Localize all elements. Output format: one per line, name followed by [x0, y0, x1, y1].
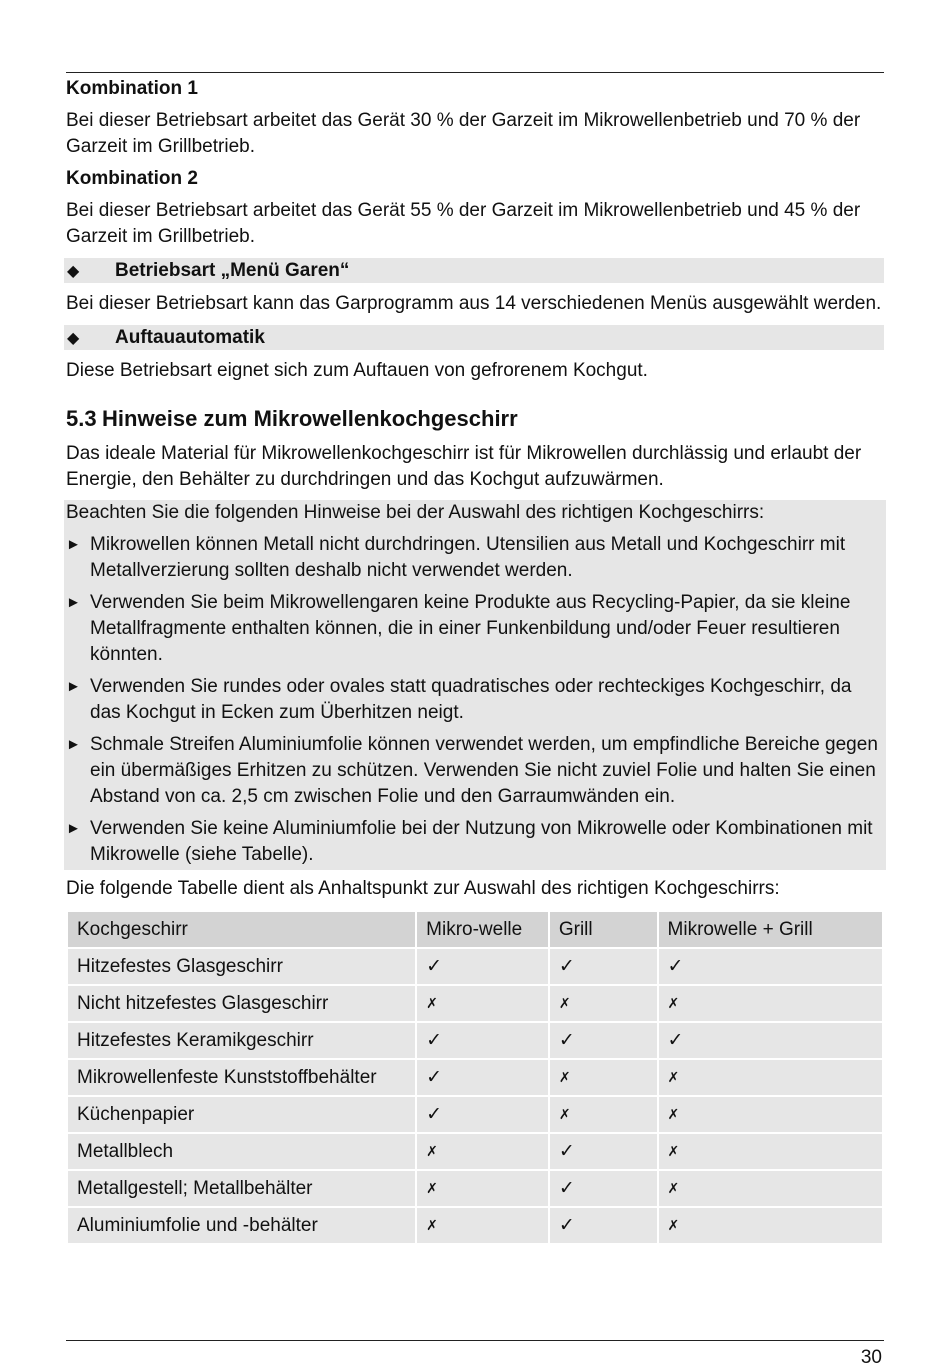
menu-garen-title: Betriebsart „Menü Garen“ [115, 259, 350, 281]
cross-icon: ✗ [416, 985, 549, 1022]
page-number: 30 [860, 1347, 882, 1368]
page-content [66, 76, 884, 1245]
note-item: ► Schmale Streifen Aluminiumfolie können verwendet werden, um empfindliche Bereiche gegen ein übermäßiges Erhitzen zu schützen. Verwenden Sie nicht zuviel Folie und halten Sie einen Abstand von ca. 2,5 cm zwischen Folie und den Garraumwänden ein. [66, 732, 886, 810]
diamond-bullet-icon: ◆ [67, 329, 80, 347]
table-intro: Die folgende Tabelle dient als Anhaltspunkt zur Auswahl des richtigen Kochgeschirrs: [66, 878, 780, 899]
auftau-text: Diese Betriebsart eignet sich zum Auftauen von gefrorenem Kochgut. [66, 360, 648, 381]
check-icon: ✓ [416, 948, 549, 985]
menu-garen-text: Bei dieser Betriebsart kann das Garprogramm aus 14 verschiedenen Menüs ausgewählt werden. [66, 293, 882, 314]
check-icon: ✓ [549, 1170, 658, 1207]
auftau-heading [64, 325, 884, 350]
kombination2-title: Kombination 2 [66, 168, 198, 189]
cross-icon: ✗ [549, 1096, 658, 1133]
cross-icon: ✗ [549, 1059, 658, 1096]
cookware-table [66, 910, 884, 1245]
cross-icon: ✗ [658, 1170, 883, 1207]
check-icon: ✓ [549, 1207, 658, 1244]
table-row [67, 1022, 883, 1059]
table-header-cell: Mikro-welle [416, 911, 549, 948]
check-icon: ✓ [549, 1022, 658, 1059]
arrow-bullet-icon: ► [66, 536, 81, 553]
cross-icon: ✗ [658, 1096, 883, 1133]
note-item: ► Verwenden Sie beim Mikrowellengaren keine Produkte aus Recycling-Papier, da sie kleine Metallfragmente enthalten können, die in einer Funkenbildung und/oder Feuer resultieren könnten. [66, 590, 886, 668]
table-header-cell: Grill [549, 911, 658, 948]
cross-icon: ✗ [549, 985, 658, 1022]
table-header-cell: Kochgeschirr [67, 911, 416, 948]
table-row [67, 1059, 883, 1096]
table-row [67, 1170, 883, 1207]
arrow-bullet-icon: ► [66, 820, 81, 837]
arrow-bullet-icon: ► [66, 678, 81, 695]
menu-garen-heading [64, 258, 884, 283]
table-header-row [67, 911, 883, 948]
section-intro: Das ideale Material für Mikrowellenkochgeschirr ist für Mikrowellen durchlässig und erlaubt der Energie, den Behälter zu durchdringen und das Kochgut aufzuwärmen. [66, 443, 862, 490]
cross-icon: ✗ [658, 1133, 883, 1170]
auftau-title: Auftauautomatik [115, 326, 265, 348]
note-item: ► Mikrowellen können Metall nicht durchdringen. Utensilien aus Metall und Kochgeschirr mit Metallverzierung sollten deshalb nicht verwendet werden. [66, 532, 886, 584]
arrow-bullet-icon: ► [66, 594, 81, 611]
diamond-bullet-icon: ◆ [67, 262, 80, 280]
check-icon: ✓ [416, 1059, 549, 1096]
cross-icon: ✗ [658, 1059, 883, 1096]
top-rule [66, 72, 884, 73]
arrow-bullet-icon: ► [66, 736, 81, 753]
kombination1-text: Bei dieser Betriebsart arbeitet das Gerät 30 % der Garzeit im Mikrowellenbetrieb und 70 % der Garzeit im Grillbetrieb. [66, 110, 861, 157]
bottom-rule [66, 1340, 884, 1341]
section-title-text: Hinweise zum Mikrowellenkochgeschirr [102, 406, 518, 431]
cross-icon: ✗ [658, 985, 883, 1022]
table-cell-cookware: Metallgestell; Metallbehälter [67, 1170, 416, 1207]
table-row [67, 1133, 883, 1170]
check-icon: ✓ [549, 1133, 658, 1170]
table-cell-cookware: Hitzefestes Glasgeschirr [67, 948, 416, 985]
check-icon: ✓ [658, 1022, 883, 1059]
table-cell-cookware: Nicht hitzefestes Glasgeschirr [67, 985, 416, 1022]
table-row [67, 1207, 883, 1244]
kombination1-title: Kombination 1 [66, 78, 198, 99]
table-cell-cookware: Metallblech [67, 1133, 416, 1170]
table-cell-cookware: Hitzefestes Keramikgeschirr [67, 1022, 416, 1059]
section-title [66, 404, 884, 434]
check-icon: ✓ [416, 1022, 549, 1059]
table-row [67, 948, 883, 985]
table-header-cell: Mikrowelle + Grill [658, 911, 883, 948]
table-cell-cookware: Aluminiumfolie und -behälter [67, 1207, 416, 1244]
cross-icon: ✗ [416, 1170, 549, 1207]
cross-icon: ✗ [416, 1133, 549, 1170]
section-number: 5.3 [66, 406, 97, 431]
kombination2-text: Bei dieser Betriebsart arbeitet das Gerät 55 % der Garzeit im Mikrowellenbetrieb und 45 % der Garzeit im Grillbetrieb. [66, 200, 861, 247]
table-cell-cookware: Küchenpapier [67, 1096, 416, 1133]
check-icon: ✓ [416, 1096, 549, 1133]
cross-icon: ✗ [658, 1207, 883, 1244]
check-icon: ✓ [549, 948, 658, 985]
note-item: ► Verwenden Sie rundes oder ovales statt quadratisches oder rechteckiges Kochgeschirr, da das Kochgut in Ecken zum Überhitzen neigt. [66, 674, 886, 726]
notes-box [64, 500, 886, 870]
table-row [67, 1096, 883, 1133]
table-cell-cookware: Mikrowellenfeste Kunststoffbehälter [67, 1059, 416, 1096]
notes-lead: Beachten Sie die folgenden Hinweise bei der Auswahl des richtigen Kochgeschirrs: [66, 502, 765, 523]
note-item: ► Verwenden Sie keine Aluminiumfolie bei der Nutzung von Mikrowelle oder Kombinationen mit Mikrowelle (siehe Tabelle). [66, 816, 886, 868]
check-icon: ✓ [658, 948, 883, 985]
table-row [67, 985, 883, 1022]
cross-icon: ✗ [416, 1207, 549, 1244]
